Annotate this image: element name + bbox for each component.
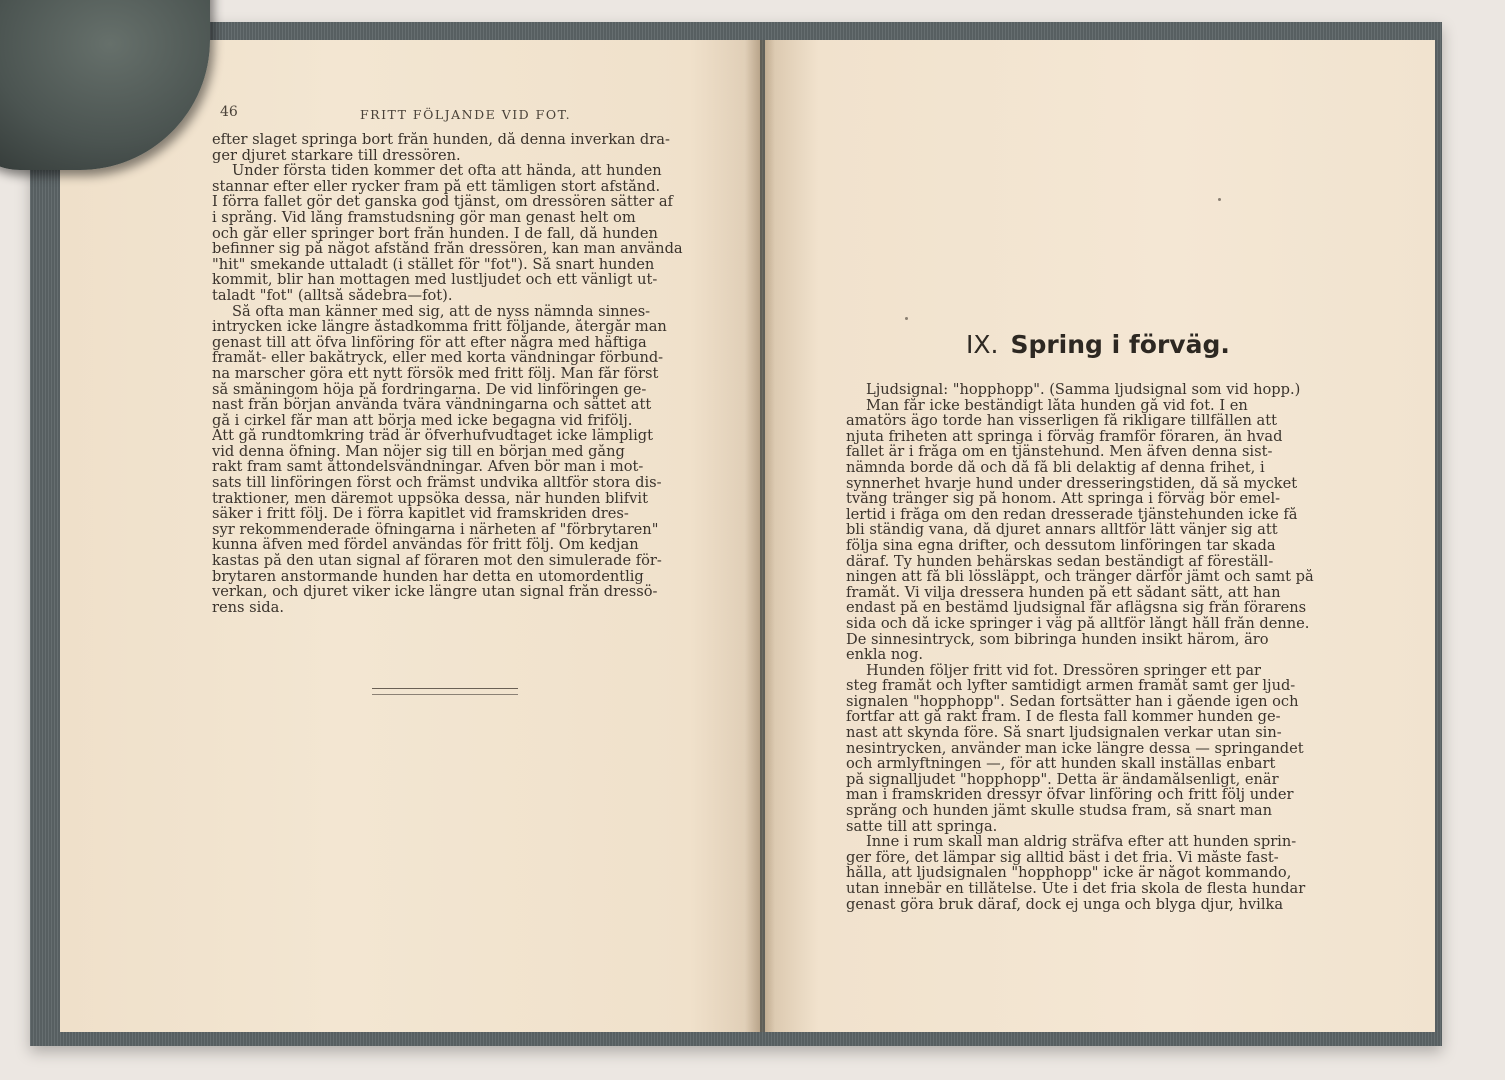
text-line: tvång tränger sig på honom. Att springa i förväg bör emel- bbox=[846, 491, 1281, 507]
text-line: synnerhet hvarje hund under dresseringstiden, då så mycket bbox=[846, 475, 1298, 492]
text-line: och armlyftningen —, för att hunden skall inställas enbart bbox=[846, 756, 1276, 772]
text-line: nast från början använda tvära vändningarna och sättet att bbox=[212, 397, 652, 413]
text-line: rakt fram samt åttondelsvändningar. Äfven bör man i mot- bbox=[212, 459, 644, 476]
chapter-title: Spring i förväg. bbox=[1010, 330, 1230, 359]
text-line: njuta friheten att springa i förväg framför föraren, än hvad bbox=[846, 428, 1283, 445]
text-line: språng och hunden jämt skulle studsa fram, så snart man bbox=[846, 803, 1272, 819]
text-line: ningen att få bli lössläppt, och tränger därför jämt och samt på bbox=[846, 569, 1314, 585]
text-line: ger före, det lämpar sig alltid bäst i det fria. Vi måste fast- bbox=[846, 849, 1279, 866]
text-line: satte till att springa. bbox=[846, 818, 998, 835]
text-line: säker i fritt följ. De i förra kapitlet vid framskriden dres- bbox=[212, 506, 629, 522]
text-line: Att gå rundtomkring träd är öfverhufvudtaget icke lämpligt bbox=[212, 428, 653, 444]
text-line: efter slaget springa bort från hunden, då denna inverkan dra- bbox=[212, 132, 670, 148]
text-line: enkla nog. bbox=[846, 647, 924, 663]
text-line: "hit" smekande uttaladt (i stället för "fot"). Så snart hunden bbox=[212, 256, 655, 273]
text-line: däraf. Ty hunden behärskas sedan beständigt af föreställ- bbox=[846, 553, 1274, 570]
text-line: hålla, att ljudsignalen "hopphopp" icke är något kommando, bbox=[846, 865, 1292, 881]
text-line: bli ständig vana, då djuret annars alltför lätt vänjer sig att bbox=[846, 522, 1278, 538]
text-line: i språng. Vid lång framstudsning gör man genast helt om bbox=[212, 209, 636, 226]
text-line: taladt "fot" (alltså sådebra—fot). bbox=[212, 287, 453, 304]
text-line: kommit, blir han mottagen med lustljudet och ett vänligt ut- bbox=[212, 272, 658, 288]
text-line: endast på en bestämd ljudsignal får aflägsna sig från förarens bbox=[846, 600, 1307, 616]
text-line: framåt- eller bakåtryck, eller med korta vändningar förbund- bbox=[212, 350, 664, 366]
text-line: befinner sig på något afstånd från dressören, kan man använda bbox=[212, 241, 683, 257]
text-line: nämnda borde då och då få bli delaktig af denna frihet, i bbox=[846, 459, 1265, 476]
paper-speck bbox=[1218, 198, 1221, 201]
text-line: framåt. Vi vilja dressera hunden på ett sådant sätt, att han bbox=[846, 584, 1281, 601]
text-line: genast göra bruk däraf, dock ej unga och blyga djur, hvilka bbox=[846, 896, 1284, 913]
text-line: genast till att öfva linföring för att efter några med häftiga bbox=[212, 334, 647, 351]
text-line: De sinnesintryck, som bibringa hunden insikt härom, äro bbox=[846, 631, 1269, 648]
text-line: brytaren anstormande hunden har detta en utomordentlig bbox=[212, 568, 644, 585]
text-line: lertid i fråga om den redan dresserade tjänstehunden icke få bbox=[846, 506, 1298, 523]
text-line: vid denna öfning. Man nöjer sig till en början med gång bbox=[212, 443, 625, 460]
text-line: på signalljudet "hopphopp". Detta är ändamålsenligt, enär bbox=[846, 771, 1279, 788]
text-line: sats till linföringen först och främst undvika alltför stora dis- bbox=[212, 475, 662, 491]
text-line: na marscher göra ett nytt försök med fritt följ. Man får först bbox=[212, 365, 659, 382]
running-head-title: FRITT FÖLJANDE VID FOT. bbox=[360, 107, 572, 122]
text-line: Inne i rum skall man aldrig sträfva efter att hunden sprin- bbox=[866, 834, 1297, 850]
text-line: intrycken icke längre åstadkomma fritt följande, återgår man bbox=[212, 319, 667, 335]
book-gutter bbox=[745, 40, 775, 1032]
text-line: följa sina egna drifter, och dessutom linföringen tar skada bbox=[846, 537, 1276, 554]
text-line: utan innebär en tillåtelse. Ute i det fria skola de flesta hundar bbox=[846, 881, 1306, 897]
text-line: kastas på den utan signal af föraren mot den simulerade för- bbox=[212, 553, 662, 569]
text-line: verkan, och djuret viker icke längre utan signal från dressö- bbox=[212, 584, 658, 600]
text-line: nesintrycken, använder man icke längre dessa — springandet bbox=[846, 740, 1304, 757]
chapter-number: IX. bbox=[966, 330, 999, 359]
text-line: och går eller springer bort från hunden. I de fall, då hunden bbox=[212, 225, 658, 242]
text-line: sida och då icke springer i väg på alltför långt håll från denne. bbox=[846, 615, 1310, 632]
chapter-heading bbox=[966, 330, 1230, 359]
text-line: så småningom höja på fordringarna. De vid linföringen ge- bbox=[212, 381, 647, 398]
page-number: 46 bbox=[220, 104, 238, 120]
text-line: I förra fallet gör det ganska god tjänst, om dressören sätter af bbox=[212, 194, 673, 210]
text-line: ger djuret starkare till dressören. bbox=[212, 147, 461, 164]
text-line: Man får icke beständigt låta hunden gå vid fot. I en bbox=[866, 397, 1248, 414]
text-line: kunna äfven med fördel användas för fritt följ. Om kedjan bbox=[212, 537, 639, 554]
text-line: signalen "hopphopp". Sedan fortsätter han i gående igen och bbox=[846, 693, 1299, 710]
section-rule bbox=[372, 688, 518, 695]
left-page-body bbox=[212, 132, 690, 615]
text-line: Så ofta man känner med sig, att de nyss nämnda sinnes- bbox=[232, 303, 651, 320]
text-line: stannar efter eller rycker fram på ett tämligen stort afstånd. bbox=[212, 178, 661, 195]
text-line: steg framåt och lyfter samtidigt armen framåt samt ger ljud- bbox=[846, 678, 1296, 694]
text-line: rens sida. bbox=[212, 599, 284, 616]
text-line: Ljudsignal: "hopphopp". (Samma ljudsignal som vid hopp.) bbox=[866, 382, 1301, 398]
text-line: traktioner, men däremot uppsöka dessa, när hunden blifvit bbox=[212, 490, 648, 507]
text-line: Under första tiden kommer det ofta att hända, att hunden bbox=[232, 163, 662, 179]
text-line: fortfar att gå rakt fram. I de flesta fall kommer hunden ge- bbox=[846, 709, 1281, 726]
text-line: fallet är i fråga om en tjänstehund. Men äfven denna sist- bbox=[846, 444, 1273, 460]
text-line: amatörs ägo torde han visserligen få rikligare tillfällen att bbox=[846, 413, 1277, 429]
text-line: syr rekommenderade öfningarna i närheten af "förbrytaren" bbox=[212, 521, 659, 538]
text-line: Hunden följer fritt vid fot. Dressören springer ett par bbox=[866, 662, 1262, 679]
text-line: man i framskriden dressyr öfvar linföring och fritt följ under bbox=[846, 787, 1294, 804]
text-line: nast att skynda före. Så snart ljudsignalen verkar utan sin- bbox=[846, 725, 1282, 741]
right-page-body bbox=[846, 382, 1316, 912]
text-line: gå i cirkel får man att börja med icke begagna vid frifölj. bbox=[212, 412, 633, 429]
paper-speck bbox=[905, 317, 908, 320]
